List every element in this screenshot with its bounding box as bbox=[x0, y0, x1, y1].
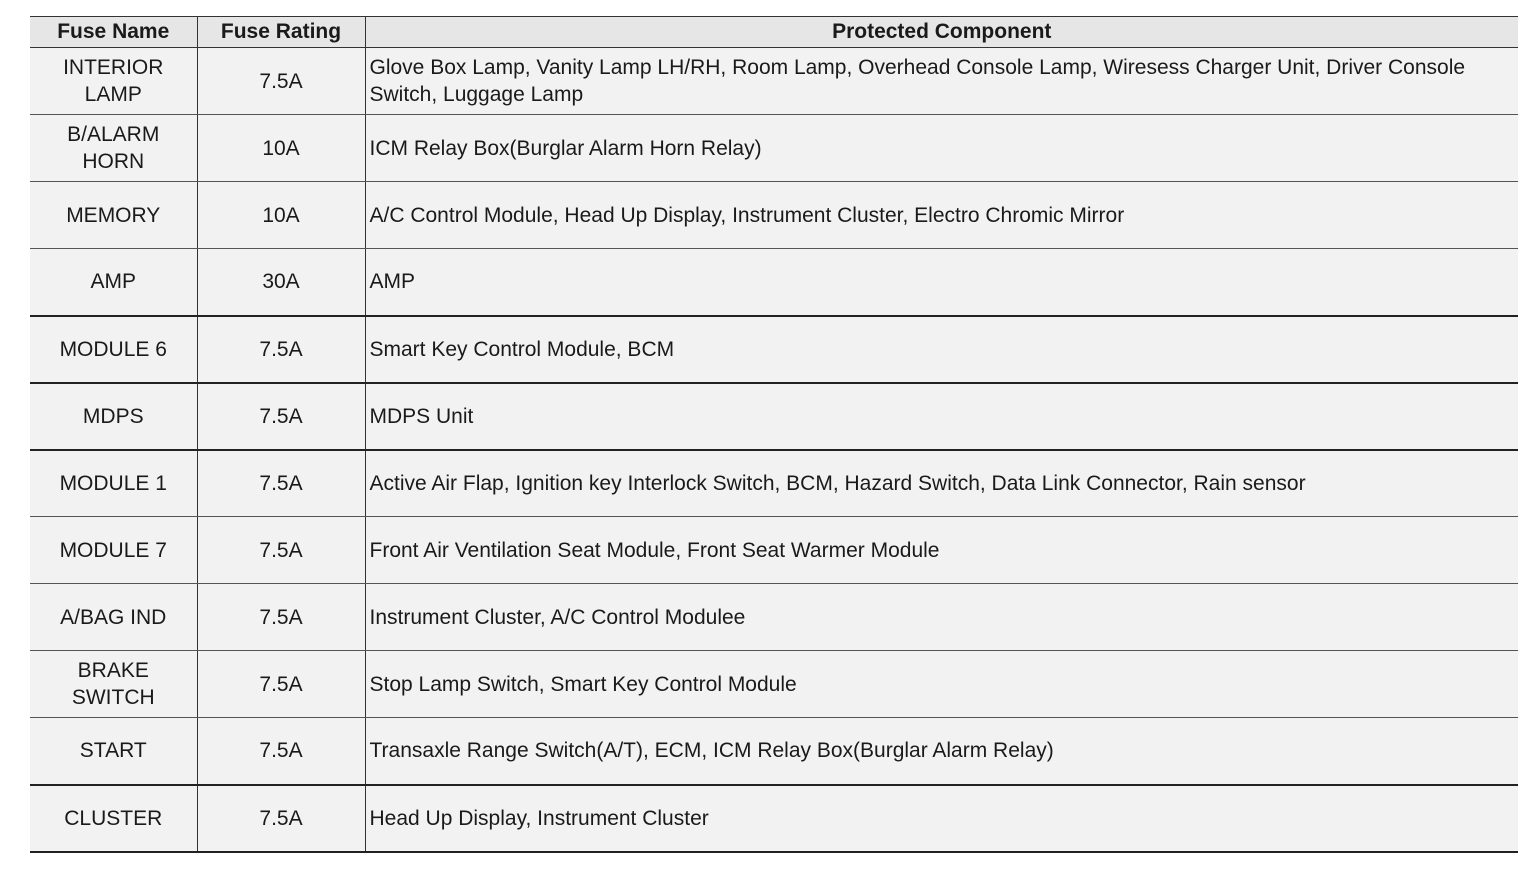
fuse-rating-cell: 10A bbox=[197, 182, 365, 249]
fuse-name-cell: A/BAG IND bbox=[30, 584, 197, 651]
table-row bbox=[30, 249, 1518, 316]
fuse-rating-cell: 7.5A bbox=[197, 48, 365, 115]
table-row bbox=[30, 517, 1518, 584]
fuse-name-cell: MODULE 6 bbox=[30, 316, 197, 383]
table-row bbox=[30, 651, 1518, 718]
table-row bbox=[30, 48, 1518, 115]
protected-component-cell: MDPS Unit bbox=[365, 383, 1518, 450]
table-body bbox=[30, 48, 1518, 852]
fuse-name-cell: MODULE 1 bbox=[30, 450, 197, 517]
header-fuse-name: Fuse Name bbox=[30, 17, 197, 48]
table-row bbox=[30, 182, 1518, 249]
table-row bbox=[30, 316, 1518, 383]
fuse-name-cell: MDPS bbox=[30, 383, 197, 450]
fuse-name-cell: MODULE 7 bbox=[30, 517, 197, 584]
protected-component-cell: ICM Relay Box(Burglar Alarm Horn Relay) bbox=[365, 115, 1518, 182]
fuse-name-cell: AMP bbox=[30, 249, 197, 316]
fuse-name-cell: MEMORY bbox=[30, 182, 197, 249]
table-row bbox=[30, 115, 1518, 182]
protected-component-cell: Head Up Display, Instrument Cluster bbox=[365, 785, 1518, 852]
fuse-rating-cell: 7.5A bbox=[197, 517, 365, 584]
fuse-rating-cell: 7.5A bbox=[197, 584, 365, 651]
protected-component-cell: Transaxle Range Switch(A/T), ECM, ICM Relay Box(Burglar Alarm Relay) bbox=[365, 718, 1518, 785]
protected-component-cell: Smart Key Control Module, BCM bbox=[365, 316, 1518, 383]
header-fuse-rating: Fuse Rating bbox=[197, 17, 365, 48]
fuse-name-cell: B/ALARM HORN bbox=[30, 115, 197, 182]
fuse-table bbox=[30, 16, 1518, 853]
fuse-rating-cell: 7.5A bbox=[197, 383, 365, 450]
fuse-rating-cell: 7.5A bbox=[197, 718, 365, 785]
protected-component-cell: AMP bbox=[365, 249, 1518, 316]
protected-component-cell: Stop Lamp Switch, Smart Key Control Module bbox=[365, 651, 1518, 718]
table-row bbox=[30, 383, 1518, 450]
table-row bbox=[30, 718, 1518, 785]
fuse-rating-cell: 7.5A bbox=[197, 316, 365, 383]
table-row bbox=[30, 785, 1518, 852]
table-header bbox=[30, 17, 1518, 48]
protected-component-cell: A/C Control Module, Head Up Display, Instrument Cluster, Electro Chromic Mirror bbox=[365, 182, 1518, 249]
fuse-rating-cell: 10A bbox=[197, 115, 365, 182]
protected-component-cell: Front Air Ventilation Seat Module, Front Seat Warmer Module bbox=[365, 517, 1518, 584]
table-row bbox=[30, 584, 1518, 651]
header-row bbox=[30, 17, 1518, 48]
header-protected-component: Protected Component bbox=[365, 17, 1518, 48]
table-row bbox=[30, 450, 1518, 517]
fuse-rating-cell: 7.5A bbox=[197, 450, 365, 517]
fuse-name-cell: START bbox=[30, 718, 197, 785]
fuse-name-cell: INTERIOR LAMP bbox=[30, 48, 197, 115]
fuse-name-cell: CLUSTER bbox=[30, 785, 197, 852]
protected-component-cell: Instrument Cluster, A/C Control Modulee bbox=[365, 584, 1518, 651]
protected-component-cell: Active Air Flap, Ignition key Interlock Switch, BCM, Hazard Switch, Data Link Connector, Rain sensor bbox=[365, 450, 1518, 517]
fuse-name-cell: BRAKE SWITCH bbox=[30, 651, 197, 718]
fuse-rating-cell: 30A bbox=[197, 249, 365, 316]
protected-component-cell: Glove Box Lamp, Vanity Lamp LH/RH, Room Lamp, Overhead Console Lamp, Wiresess Charger Unit, Driver Console Switch, Luggage Lamp bbox=[365, 48, 1518, 115]
fuse-rating-cell: 7.5A bbox=[197, 785, 365, 852]
fuse-rating-cell: 7.5A bbox=[197, 651, 365, 718]
